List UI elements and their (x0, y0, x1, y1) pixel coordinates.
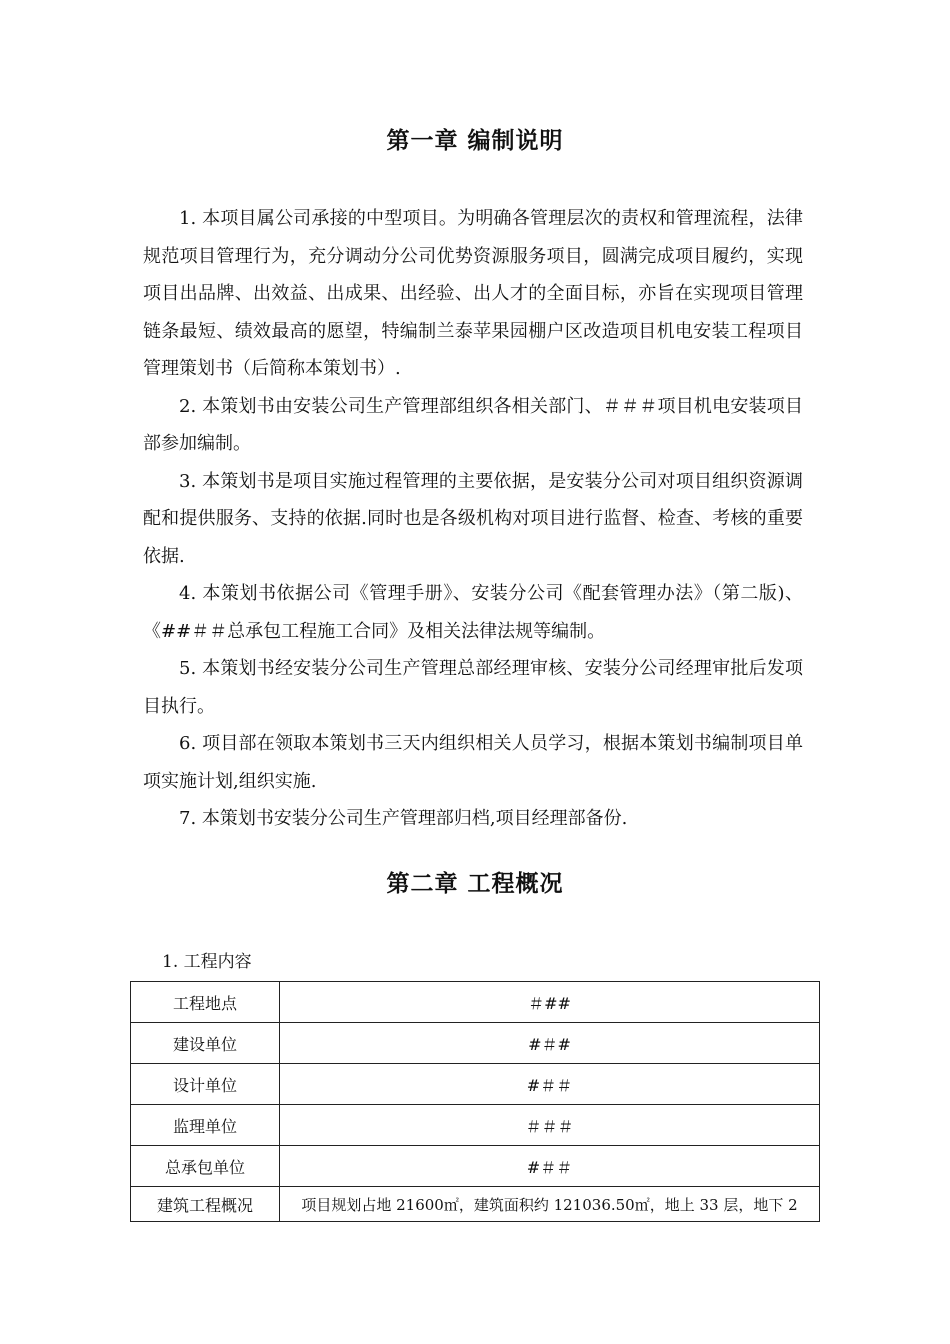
paragraph-1: 1. 本项目属公司承接的中型项目。为明确各管理层次的责权和管理流程，法律规范项目管理行为，充分调动分公司优势资源服务项目，圆满完成项目履约，实现项目出品牌、出效益、出成果、出经验、出人才的全面目标，亦旨在实现项目管理链条最短、绩效最高的愿望，特编制兰泰苹果园棚户区改造项目机电安装工程项目管理策划书（后简称本策划书）. (143, 208, 803, 379)
table-row (131, 1023, 820, 1064)
table-cell-value: #＃＃ (280, 1146, 820, 1187)
table-cell-label: 建筑工程概况 (131, 1187, 280, 1222)
paragraph-3: 3. 本策划书是项目实施过程管理的主要依据，是安装分公司对项目组织资源调配和提供服务、支持的依据.同时也是各级机构对项目进行监督、检查、考核的重要依据. (143, 470, 803, 567)
table-row (131, 1187, 820, 1222)
table-row (131, 1064, 820, 1105)
section-title-project-content: 1. 工程内容 (162, 952, 252, 972)
table-cell-value: 项目规划占地 21600㎡，建筑面积约 121036.50㎡，地上 33 层，地下 2 (280, 1187, 820, 1222)
chapter1-body (143, 200, 803, 838)
table-cell-label: 工程地点 (131, 982, 280, 1023)
table-cell-label: 建设单位 (131, 1023, 280, 1064)
table-row (131, 1105, 820, 1146)
table-cell-value: ＃## (280, 982, 820, 1023)
table-cell-value: ＃＃＃ (280, 1105, 820, 1146)
paragraph-5: 5. 本策划书经安装分公司生产管理总部经理审核、安装分公司经理审批后发项目执行。 (143, 658, 803, 717)
table-cell-value: #＃＃ (280, 1064, 820, 1105)
table-row (131, 982, 820, 1023)
table-cell-label: 总承包单位 (131, 1146, 280, 1187)
paragraph-6: 6. 项目部在领取本策划书三天内组织相关人员学习，根据本策划书编制项目单项实施计划,组织实施. (143, 733, 803, 792)
table-row (131, 1146, 820, 1187)
chapter2-title: 第二章 工程概况 (386, 870, 564, 897)
table-cell-value: #＃# (280, 1023, 820, 1064)
paragraph-2: 2. 本策划书由安装公司生产管理部组织各相关部门、＃＃＃项目机电安装项目部参加编制。 (143, 395, 803, 454)
paragraph-7: 7. 本策划书安装分公司生产管理部归档,项目经理部备份. (179, 808, 628, 829)
table-cell-label: 监理单位 (131, 1105, 280, 1146)
project-info-table (130, 981, 820, 1222)
table-cell-label: 设计单位 (131, 1064, 280, 1105)
paragraph-4: 4. 本策划书依据公司《管理手册》、安装分公司《配套管理办法》（第二版)、《##＃＃总承包工程施工合同》及相关法律法规等编制。 (143, 583, 803, 642)
chapter1-title: 第一章 编制说明 (386, 127, 564, 154)
